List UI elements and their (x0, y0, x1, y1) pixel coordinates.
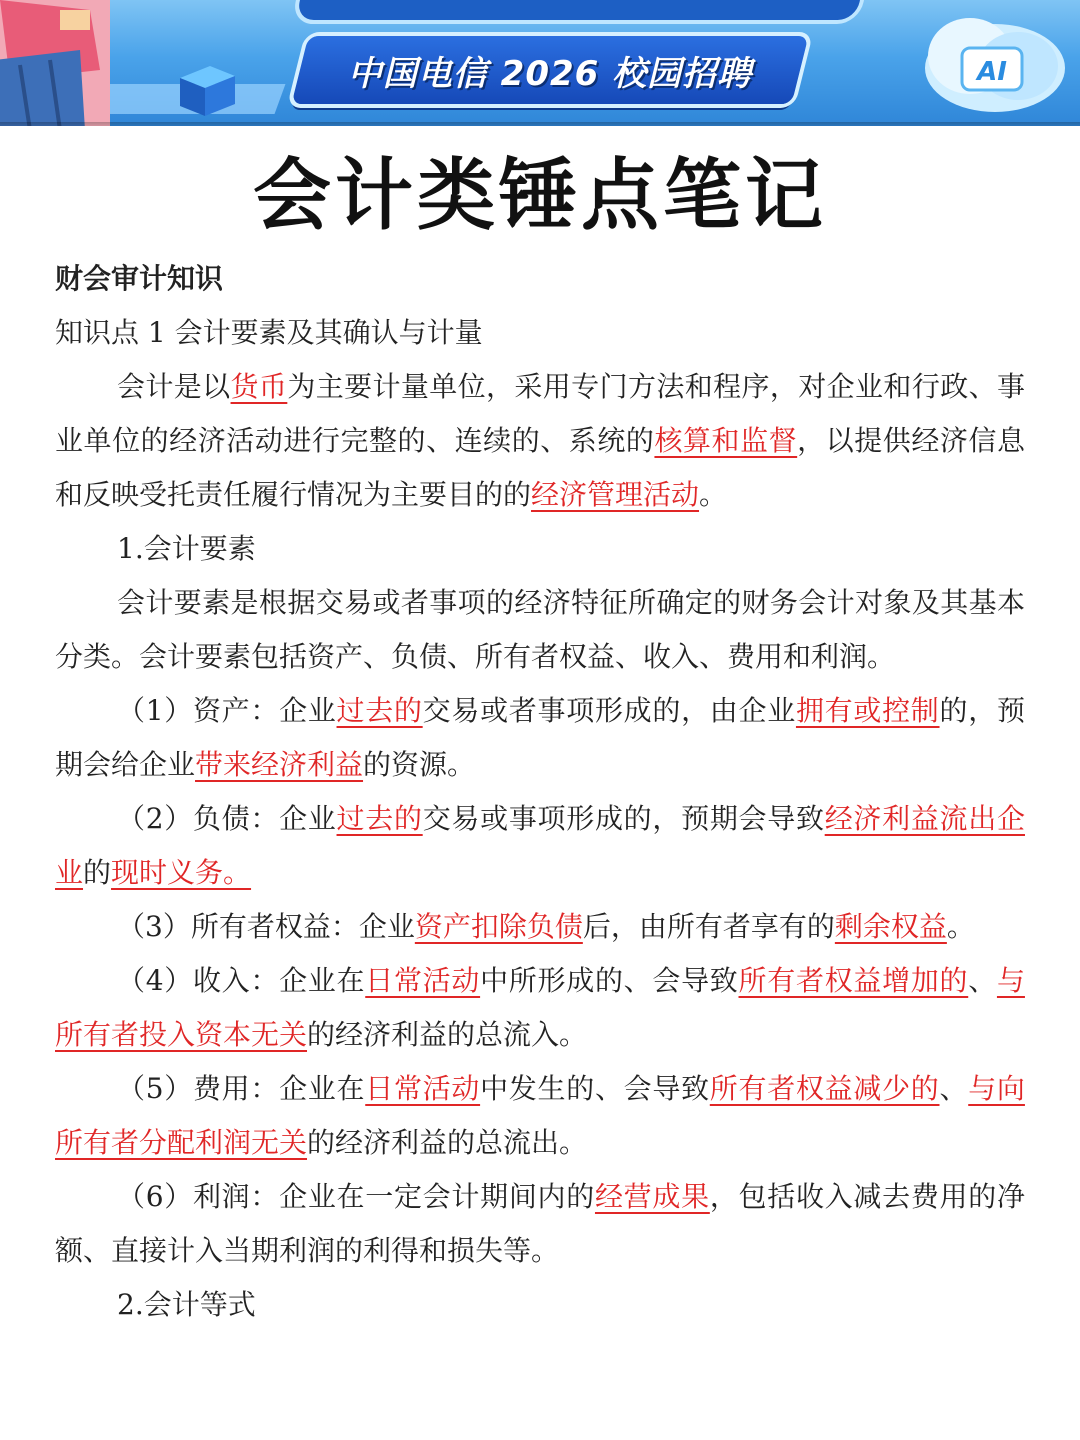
expense-text-2: 中发生的、会导致 (480, 1072, 710, 1105)
cube-decoration (170, 58, 240, 118)
revenue-highlight-daily: 日常活动 (365, 964, 481, 997)
element-revenue (55, 954, 1025, 1062)
knowledge-point-heading: 知识点 1 会计要素及其确认与计量 (55, 316, 483, 349)
liability-text-3: 的 (83, 856, 112, 889)
notes-content (55, 252, 1025, 1332)
equity-highlight-residual: 剩余权益 (834, 910, 947, 943)
equity-text-3: 。 (946, 910, 975, 943)
asset-text-1: （1）资产：企业 (117, 694, 337, 727)
ai-badge-text: AI (977, 57, 1007, 87)
revenue-text-1: （4）收入：企业在 (117, 964, 366, 997)
liability-highlight-outflow: 经济利益流出企业 (55, 802, 1025, 889)
element-expense (55, 1062, 1025, 1170)
character-illustration (0, 0, 110, 126)
elements-intro: 会计要素是根据交易或者事项的经济特征所确定的财务会计对象及其基本分类。会计要素包括资产、负债、所有者权益、收入、费用和利润。 (55, 586, 1025, 673)
liability-text-1: （2）负债：企业 (117, 802, 337, 835)
asset-highlight-control: 拥有或控制 (795, 694, 940, 727)
profit-text-1: （6）利润：企业在一定会计期间内的 (117, 1180, 595, 1213)
revenue-text-4: 的经济利益的总流入。 (307, 1018, 588, 1051)
subsection-heading-elements: 1.会计要素 (117, 532, 256, 565)
asset-text-3: 的，预期会给企业 (55, 694, 1025, 781)
accounting-definition (55, 360, 1025, 522)
subsection-heading-equation: 2.会计等式 (117, 1288, 256, 1321)
revenue-highlight-capital: 与所有者投入资本无关 (55, 964, 1025, 1051)
element-profit (55, 1170, 1025, 1278)
asset-text-4: 的资源。 (363, 748, 476, 781)
expense-highlight-equity-decrease: 所有者权益减少的 (709, 1072, 940, 1105)
highlight-accounting-supervision: 核算和监督 (654, 424, 798, 457)
expense-text-4: 的经济利益的总流出。 (307, 1126, 588, 1159)
asset-text-2: 交易或者事项形成的，由企业 (422, 694, 796, 727)
definition-text-4: 。 (699, 478, 728, 511)
profit-highlight-results: 经营成果 (594, 1180, 710, 1213)
ai-cloud-icon (900, 8, 1070, 120)
equity-highlight-net-assets: 资产扣除负债 (414, 910, 583, 943)
banner-shadow (0, 122, 1080, 126)
definition-text-2: 为主要计量单位，采用专门方法和程序，对企业和行政、事业单位的经济活动进行完整的、连续的、系统的 (55, 370, 1025, 457)
banner-top-strip (296, 0, 865, 20)
revenue-highlight-equity-increase: 所有者权益增加的 (738, 964, 969, 997)
equity-text-1: （3）所有者权益：企业 (117, 910, 415, 943)
expense-text-1: （5）费用：企业在 (117, 1072, 366, 1105)
liability-highlight-obligation: 现时义务。 (111, 856, 252, 889)
equity-text-2: 后，由所有者享有的 (582, 910, 835, 943)
liability-highlight-past: 过去的 (336, 802, 423, 835)
element-equity (55, 900, 1025, 954)
profit-text-2: ，包括收入减去费用的净额、直接计入当期利润的利得和损失等。 (55, 1180, 1025, 1267)
expense-highlight-distribution: 与向所有者分配利润无关 (55, 1072, 1025, 1159)
page-title: 会计类锤点笔记 (252, 150, 827, 241)
definition-text-1: 会计是以 (117, 370, 231, 403)
revenue-text-3: 、 (968, 964, 997, 997)
highlight-economic-management: 经济管理活动 (531, 478, 700, 511)
expense-highlight-daily: 日常活动 (365, 1072, 481, 1105)
expense-text-3: 、 (939, 1072, 969, 1105)
revenue-text-2: 中所形成的、会导致 (480, 964, 739, 997)
asset-highlight-benefit: 带来经济利益 (195, 748, 364, 781)
element-asset (55, 684, 1025, 792)
definition-text-3: ，以提供经济信息和反映受托责任履行情况为主要目的的 (55, 424, 1025, 511)
section-heading: 财会审计知识 (55, 262, 224, 295)
highlight-currency: 货币 (230, 370, 288, 403)
banner-subtitle: 中国电信 2026 校园招聘 (347, 53, 753, 94)
element-liability (55, 792, 1025, 900)
liability-text-2: 交易或事项形成的，预期会导致 (422, 802, 825, 835)
asset-highlight-past: 过去的 (336, 694, 423, 727)
header-banner (0, 0, 1080, 126)
